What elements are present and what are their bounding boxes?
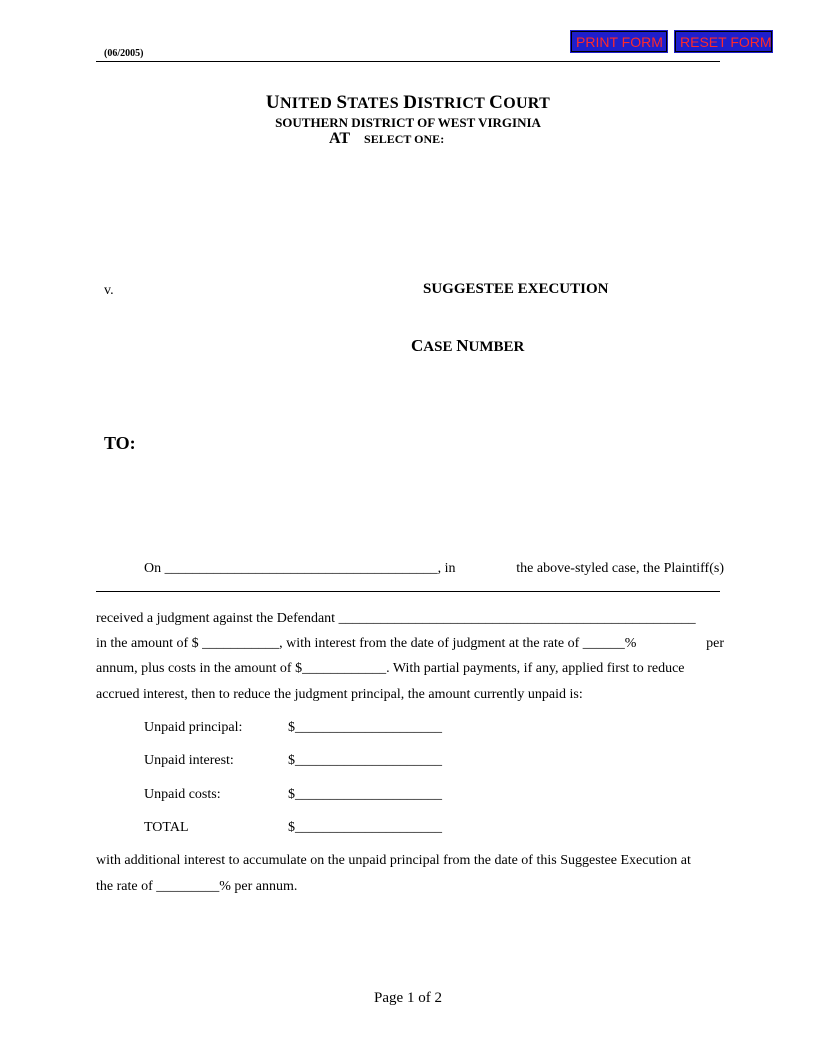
per-text: per [706,636,724,651]
form-revision-date: (06/2005) [104,48,144,59]
header-divider [96,61,720,62]
rate-line: the rate of _________% per annum. [96,879,298,894]
amount-text: in the amount of $ ___________, with interest from the date of judgment at the rate of ______% [96,636,637,651]
plaintiff-text: the above-styled case, the Plaintiff(s) [516,561,724,576]
unpaid-interest-label: Unpaid interest: [144,753,234,768]
unpaid-costs-field[interactable]: $_____________________ [288,787,442,802]
to-label: TO: [104,433,136,453]
costs-line: annum, plus costs in the amount of $____________. With partial payments, if any, applied first to reduce [96,661,685,676]
unpaid-interest-field[interactable]: $_____________________ [288,753,442,768]
court-district: SOUTHERN DISTRICT OF WEST VIRGINIA [275,115,541,130]
additional-interest-line: with additional interest to accumulate on the unpaid principal from the date of this Suggestee Execution at [96,853,691,868]
reset-form-button[interactable]: RESET FORM [675,31,772,52]
at-label: AT [329,130,351,147]
plaintiff-name-line[interactable] [96,591,720,592]
body-line-1 [96,561,724,577]
case-number-label: CASE NUMBER [411,336,525,355]
unpaid-principal-field[interactable]: $_____________________ [288,720,442,735]
court-title: UNITED STATES DISTRICT COURT [265,92,551,113]
defendant-line: received a judgment against the Defendant ___________________________________________________ [96,611,696,626]
total-label: TOTAL [144,820,189,835]
accrued-interest-line: accrued interest, then to reduce the judgment principal, the amount currently unpaid is: [96,687,583,702]
amount-line [96,636,724,652]
court-location-line [329,130,444,148]
total-field[interactable]: $_____________________ [288,820,442,835]
page-number: Page 1 of 2 [374,990,442,1006]
unpaid-principal-label: Unpaid principal: [144,720,243,735]
versus-label: v. [104,283,114,298]
print-form-button[interactable]: PRINT FORM [571,31,667,52]
select-location-dropdown[interactable]: SELECT ONE: [364,132,445,146]
on-date-text: On _______________________________________, in [144,561,456,576]
unpaid-costs-label: Unpaid costs: [144,787,221,802]
document-title: SUGGESTEE EXECUTION [423,281,609,297]
